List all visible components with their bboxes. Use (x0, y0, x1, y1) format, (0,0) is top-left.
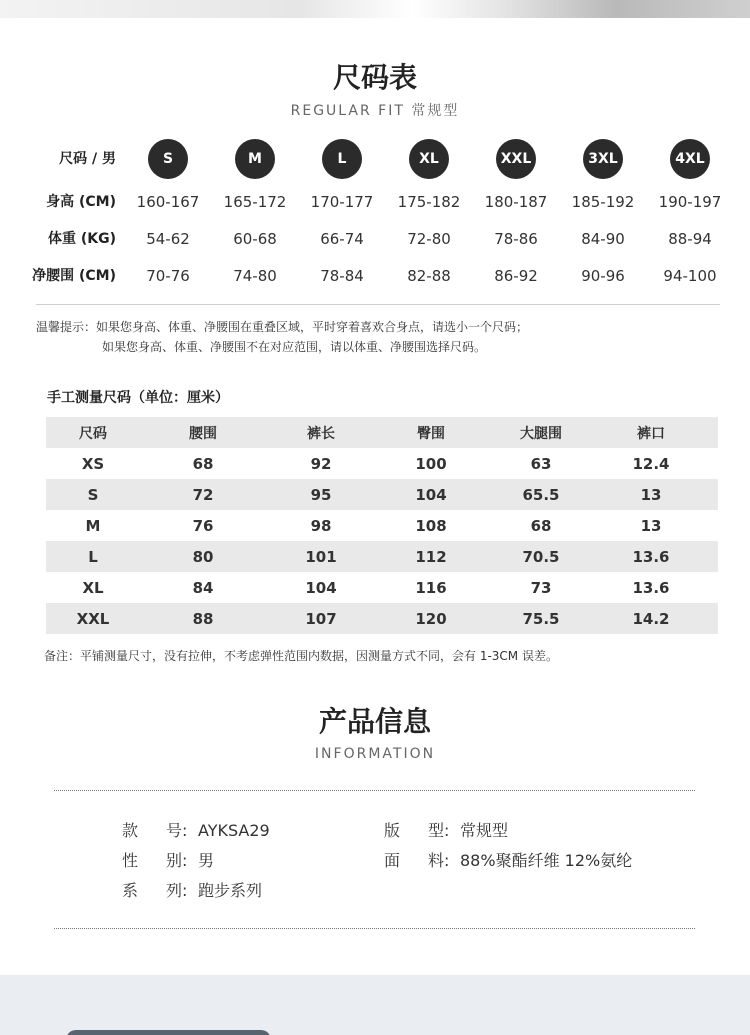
size-badge: L (322, 139, 362, 179)
measure-table-cell: 116 (415, 578, 447, 597)
size-chart-cell: 190-197 (658, 193, 722, 211)
size-chart-cell: 78-84 (320, 267, 364, 285)
size-chart-row-label: 净腰围 (CM) (32, 268, 116, 284)
measure-table-cell: L (88, 547, 98, 566)
product-info-key-char-1: 系 (122, 881, 139, 900)
size-chart-cell: 185-192 (571, 193, 635, 211)
size-chart-cell: 84-90 (581, 230, 625, 248)
measure-table-cell: 100 (415, 454, 447, 473)
measure-table-cell: 101 (305, 547, 337, 566)
size-chart-cell: 160-167 (136, 193, 200, 211)
product-info-value: 跑步系列 (198, 881, 263, 900)
size-chart-subtitle: REGULAR FIT 常规型 (290, 103, 460, 119)
size-badge: XL (409, 139, 449, 179)
measure-table-cell: 88 (192, 609, 214, 628)
measure-table-column-header: 裤口 (637, 425, 665, 442)
product-info-key-char-2: 别: (166, 851, 188, 870)
measure-table-title: 手工测量尺码（单位：厘米） (47, 390, 229, 406)
measure-table-cell: 92 (310, 454, 332, 473)
size-chart-row (0, 219, 750, 259)
bottom-banner-button (66, 1030, 271, 1035)
measure-table-cell: 63 (530, 454, 552, 473)
measure-table-cell: M (85, 516, 101, 535)
size-chart-cell: 70-76 (146, 267, 190, 285)
size-badge: XXL (496, 139, 536, 179)
size-chart-cell: 72-80 (407, 230, 451, 248)
info-divider-top (54, 790, 695, 791)
fit-tip-line-2: 如果您身高、体重、净腰围不在对应范围，请以体重、净腰围选择尺码。 (102, 340, 487, 354)
size-chart-cell: 86-92 (494, 267, 538, 285)
info-divider-bottom (54, 928, 695, 929)
size-chart-cell: 175-182 (397, 193, 461, 211)
measure-table-cell: 95 (310, 485, 332, 504)
size-chart-cell: 78-86 (494, 230, 538, 248)
product-info-key-char-1: 款 (122, 821, 139, 840)
measure-table-cell: 12.4 (632, 454, 670, 473)
measure-table-cell: 14.2 (632, 609, 670, 628)
measure-table-row (46, 479, 718, 510)
product-info-value: 88%聚酯纤维 12%氨纶 (460, 851, 633, 870)
measure-table-cell: 98 (310, 516, 332, 535)
size-chart-cell: 88-94 (668, 230, 712, 248)
product-info-key-char-1: 面 (384, 851, 401, 870)
measure-table-row (46, 448, 718, 479)
size-chart-header-row (0, 139, 750, 179)
size-badge: M (235, 139, 275, 179)
measure-table-header (46, 417, 718, 448)
measure-table-cell: 13 (640, 516, 662, 535)
measure-table-cell: 75.5 (522, 609, 560, 628)
bottom-banner-image (0, 975, 750, 1035)
size-chart-header-label: 尺码 / 男 (59, 151, 116, 167)
measure-table-column-header: 裤长 (307, 425, 335, 442)
size-chart-row (0, 182, 750, 222)
top-banner-image (0, 0, 750, 18)
size-chart-cell: 60-68 (233, 230, 277, 248)
measure-table-cell: 13 (640, 485, 662, 504)
measure-table-cell: 72 (192, 485, 214, 504)
measure-table-row (46, 603, 718, 634)
measure-table (46, 417, 718, 634)
product-info-title: 产品信息 (318, 705, 431, 738)
product-info-item (384, 818, 508, 841)
size-chart-cell: 66-74 (320, 230, 364, 248)
measure-note: 备注：平铺测量尺寸，没有拉伸，不考虑弹性范围内数据，因测量方式不同，会有 1-3CM 误差。 (44, 649, 558, 663)
fit-tip-line-1: 温馨提示：如果您身高、体重、净腰围在重叠区域，平时穿着喜欢合身点，请选小一个尺码； (36, 320, 529, 334)
measure-table-cell: 68 (192, 454, 214, 473)
size-chart-cell: 94-100 (663, 267, 717, 285)
measure-table-cell: 13.6 (632, 578, 670, 597)
size-chart-cell: 82-88 (407, 267, 451, 285)
measure-table-cell: 108 (415, 516, 447, 535)
product-info-value: AYKSA29 (198, 821, 270, 840)
size-badge: 3XL (583, 139, 623, 179)
product-info-item (122, 878, 262, 901)
measure-table-cell: 70.5 (522, 547, 560, 566)
measure-table-row (46, 572, 718, 603)
product-info-item (122, 848, 214, 871)
size-chart-row-label: 身高 (CM) (46, 194, 116, 210)
size-badge: S (148, 139, 188, 179)
measure-table-cell: 76 (192, 516, 214, 535)
measure-table-cell: 112 (415, 547, 447, 566)
measure-table-column-header: 尺码 (79, 425, 107, 442)
product-info-key-char-1: 版 (384, 821, 401, 840)
size-badge: 4XL (670, 139, 710, 179)
size-chart-cell: 54-62 (146, 230, 190, 248)
measure-table-cell: 73 (530, 578, 552, 597)
size-chart-row-label: 体重 (KG) (47, 231, 116, 247)
measure-table-row (46, 541, 718, 572)
size-chart-cell: 74-80 (233, 267, 277, 285)
product-info-value: 男 (198, 851, 215, 870)
product-info-key-char-2: 列: (166, 881, 188, 900)
product-info-key-char-2: 料: (428, 851, 450, 870)
measure-table-cell: 104 (305, 578, 337, 597)
size-chart-cell: 165-172 (223, 193, 287, 211)
measure-table-column-header: 大腿围 (520, 425, 562, 442)
size-chart-row (0, 256, 750, 296)
measure-table-column-header: 腰围 (189, 425, 217, 442)
product-info-key-char-1: 性 (122, 851, 139, 870)
measure-table-cell: 65.5 (522, 485, 560, 504)
measure-table-cell: 80 (192, 547, 214, 566)
product-info-key-char-2: 号: (166, 821, 188, 840)
measure-table-cell: 104 (415, 485, 447, 504)
measure-table-cell: S (87, 485, 99, 504)
size-chart-cell: 180-187 (484, 193, 548, 211)
measure-table-cell: 84 (192, 578, 214, 597)
measure-table-column-header: 臀围 (417, 425, 445, 442)
measure-table-cell: 107 (305, 609, 337, 628)
size-chart-cell: 90-96 (581, 267, 625, 285)
measure-table-row (46, 510, 718, 541)
measure-table-cell: XL (82, 578, 104, 597)
measure-table-cell: XS (81, 454, 105, 473)
product-info-subtitle: INFORMATION (314, 746, 436, 762)
measure-table-cell: 68 (530, 516, 552, 535)
product-info-item (384, 848, 632, 871)
product-info-key-char-2: 型: (428, 821, 450, 840)
size-chart-cell: 170-177 (310, 193, 374, 211)
product-info-value: 常规型 (460, 821, 509, 840)
size-chart-divider (36, 304, 720, 305)
measure-table-cell: 13.6 (632, 547, 670, 566)
product-info-item (122, 818, 270, 841)
size-chart-title: 尺码表 (332, 61, 417, 94)
measure-table-cell: XXL (76, 609, 110, 628)
measure-table-cell: 120 (415, 609, 447, 628)
